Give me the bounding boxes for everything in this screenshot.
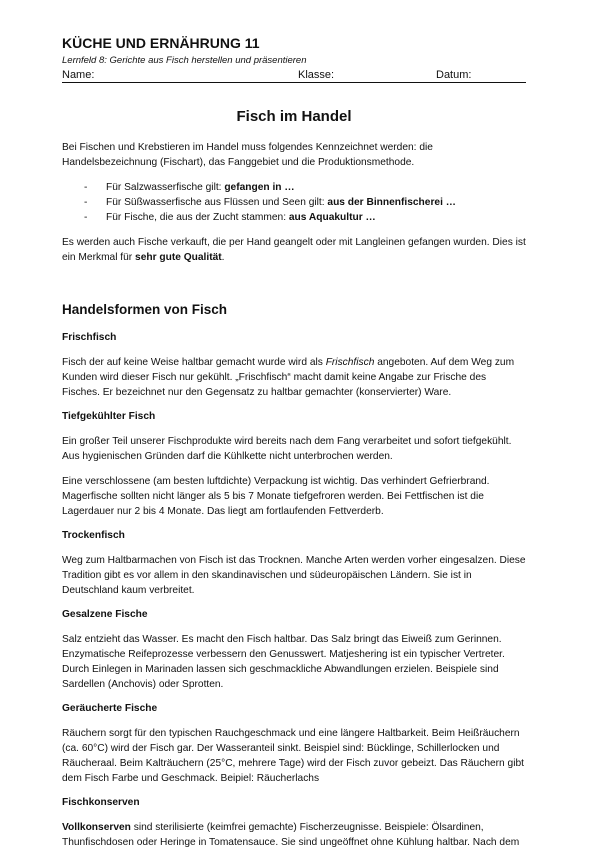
list-item — [84, 180, 526, 195]
quality-bold: sehr gute Qualität — [135, 252, 222, 263]
name-label: Name: — [62, 69, 95, 81]
subheading-gesalzen: Gesalzene Fische — [62, 609, 148, 620]
list-item-text: Für Fische, die aus der Zucht stammen: — [106, 212, 289, 223]
datum-label: Datum: — [436, 69, 472, 81]
subheading-trockenfisch: Trockenfisch — [62, 530, 125, 541]
quality-paragraph — [62, 235, 526, 265]
frischfisch-paragraph — [62, 355, 526, 400]
name-class-date-row — [62, 68, 526, 83]
intro-paragraph: Bei Fischen und Krebstieren im Handel muss folgendes Kennzeichnet werden: die Handelsbezeichnung (Fischart), das Fanggebiet und die Produktionsmethode. — [62, 142, 433, 168]
subheading-geraeuchert: Geräucherte Fische — [62, 703, 158, 714]
list-item-bold: aus der Binnenfischerei … — [327, 197, 456, 208]
list-item — [84, 210, 526, 225]
frischfisch-text-a: Fisch der auf keine Weise haltbar gemacht wurde wird als — [62, 357, 326, 368]
quality-end: . — [221, 252, 225, 263]
dash-bullet: - — [84, 182, 88, 193]
tiefgekuehlt-paragraph-1: Ein großer Teil unserer Fischprodukte wird bereits nach dem Fang verarbeitet und sofort tiefgekühlt. Aus hygienischen Gründen darf die Kühlkette nicht unterbrochen werden. — [62, 436, 512, 462]
frischfisch-text-b: angeboten. Auf dem Weg zum Kunden wird dieser Fisch nur gekühlt. „Frischfisch“ macht damit keine Angabe zur Frische des Fisches. Er bezeichnet nur den Gegensatz zu haltbar gemachter (konservierter) Ware. — [62, 357, 515, 398]
lernfeld-subtitle: Lernfeld 8: Gerichte aus Fisch herstellen und präsentieren — [62, 55, 307, 66]
labeling-list — [62, 180, 526, 225]
konserven-bold: Vollkonserven — [62, 822, 131, 833]
list-item-bold: aus Aquakultur … — [288, 212, 376, 223]
dash-bullet: - — [84, 212, 88, 223]
subheading-tiefgekuehlt: Tiefgekühlter Fisch — [62, 411, 156, 422]
list-item-bold: gefangen in … — [224, 182, 295, 193]
gesalzen-paragraph: Salz entzieht das Wasser. Es macht den Fisch haltbar. Das Salz bringt das Eiweiß zum Gerinnen. Enzymatische Reifeprozesse verbessern den Genusswert. Matjeshering ist ein typischer Vertreter. Durch Einlegen in Marinaden lassen sich geschmackliche Abwandlungen erzielen. Beispiele sind Sardellen (Anchovis) oder Sprotten. — [62, 634, 505, 690]
subheading-konserven: Fischkonserven — [62, 797, 140, 808]
section-heading-handelsformen: Handelsformen von Fisch — [62, 302, 228, 317]
page-title: Fisch im Handel — [236, 108, 352, 125]
quality-text: Es werden auch Fische verkauft, die per Hand geangelt oder mit Langleinen gefangen wurden. Dies ist ein Merkmal für — [62, 237, 526, 263]
konserven-paragraph — [62, 820, 526, 850]
frischfisch-italic: Frischfisch — [325, 357, 375, 368]
list-item-text: Für Süßwasserfische aus Flüssen und Seen gilt: — [106, 197, 328, 208]
list-item-text: Für Salzwasserfische gilt: — [106, 182, 225, 193]
trockenfisch-paragraph: Weg zum Haltbarmachen von Fisch ist das Trocknen. Manche Arten werden vorher eingesalzen. Diese Tradition gibt es vor allem in den skandinavischen und südeuropäischen Ländern. Sie ist in Deutschland kaum verbreitet. — [62, 555, 526, 596]
geraeuchert-paragraph: Räuchern sorgt für den typischen Rauchgeschmack und eine längere Haltbarkeit. Beim Heißräuchern (ca. 60°C) wird der Fisch gar. Der Wasseranteil sinkt. Beispiel sind: Bücklinge, Schillerlocken und Räucheraal. Beim Kalträuchern (25°C, mehrere Tage) wird der Fisch zuvor gebeizt. Das Räuchern gibt dem Fisch Farbe und Geschmack. Beipiel: Räucherlachs — [62, 728, 524, 784]
list-item — [84, 195, 526, 210]
klasse-label: Klasse: — [298, 69, 335, 81]
tiefgekuehlt-paragraph-2: Eine verschlossene (am besten luftdichte) Verpackung ist wichtig. Das verhindert Gefrierbrand. Magerfische sollten nicht länger als 5 bis 7 Monate tiefgefroren werden. Bei Fettfischen ist die Lagerdauer nur 2 bis 4 Monate. Das liegt am fortlaufenden Fettverderb. — [62, 476, 490, 517]
konserven-text: sind sterilisierte (keimfrei gemachte) Fischerzeugnisse. Beispiele: Ölsardinen, Thunfischdosen oder Heringe in Tomatensauce. Sie sind ungeöffnet ohne Kühlung haltbar. Nach dem — [62, 822, 520, 848]
dash-bullet: - — [84, 197, 88, 208]
course-title: KÜCHE UND ERNÄHRUNG 11 — [62, 35, 260, 51]
subheading-frischfisch: Frischfisch — [62, 332, 117, 343]
